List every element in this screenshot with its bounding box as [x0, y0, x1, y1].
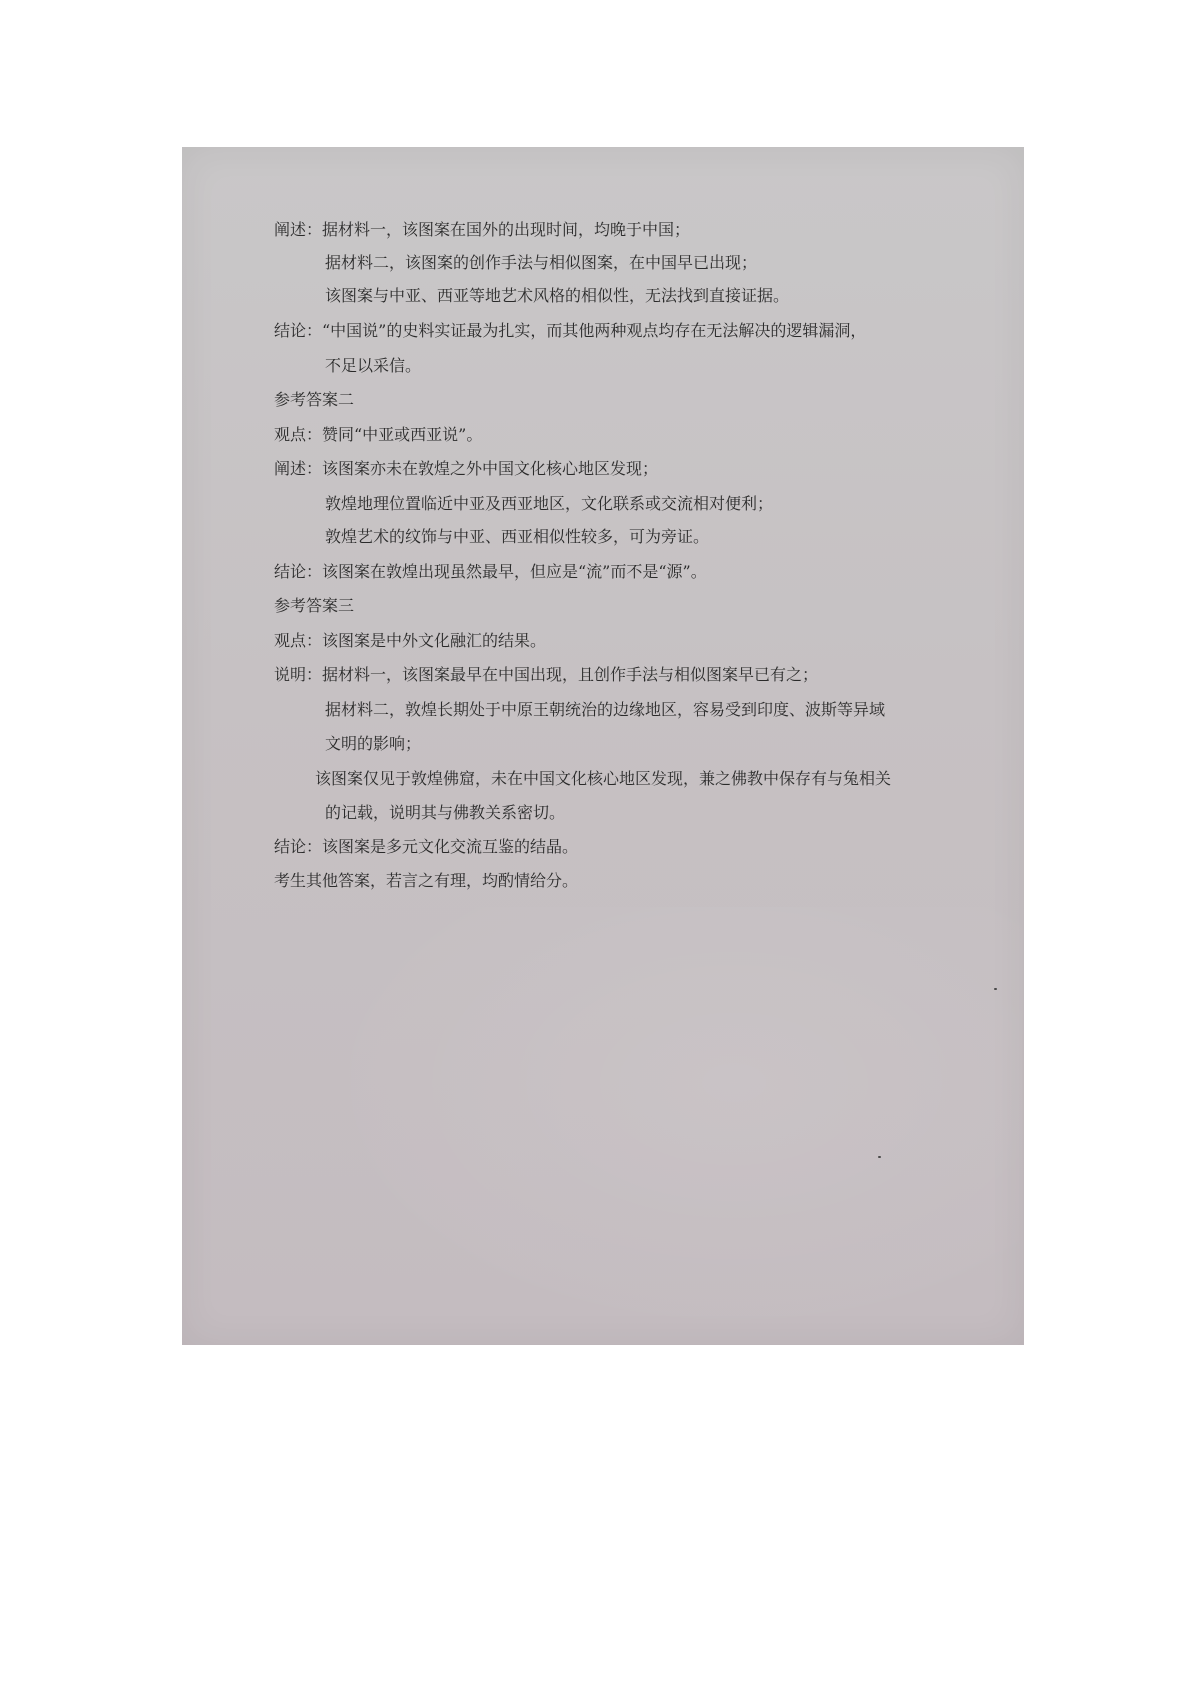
text-line: 敦煌艺术的纹饰与中亚、西亚相似性较多，可为旁证。 — [325, 527, 710, 546]
text-line: 文明的影响； — [325, 734, 422, 753]
text-line: 该图案仅见于敦煌佛窟，未在中国文化核心地区发现，兼之佛教中保存有与兔相关 — [315, 769, 892, 788]
text-line: 阐述：该图案亦未在敦煌之外中国文化核心地区发现； — [274, 459, 659, 478]
text-line: 敦煌地理位置临近中亚及西亚地区，文化联系或交流相对便利； — [325, 494, 774, 513]
text-line: 的记载，说明其与佛教关系密切。 — [325, 803, 566, 822]
dust-speck — [878, 1156, 881, 1158]
text-line: 据材料二，敦煌长期处于中原王朝统治的边缘地区，容易受到印度、波斯等异域 — [325, 700, 886, 719]
text-line: 观点：该图案是中外文化融汇的结果。 — [274, 631, 547, 650]
dust-speck — [994, 988, 997, 990]
text-line: 阐述：据材料一，该图案在国外的出现时间，均晚于中国； — [274, 220, 691, 239]
text-line: 该图案与中亚、西亚等地艺术风格的相似性，无法找到直接证据。 — [325, 286, 790, 305]
section-heading: 参考答案二 — [274, 390, 355, 409]
text-line: 结论：该图案是多元文化交流互鉴的结晶。 — [274, 837, 579, 856]
text-line: 不足以采信。 — [325, 356, 422, 375]
scanned-page-photo — [182, 147, 1024, 1345]
paper-shading — [302, 907, 1022, 1345]
text-line: 据材料二，该图案的创作手法与相似图案，在中国早已出现； — [325, 253, 758, 272]
text-line: 说明：据材料一，该图案最早在中国出现，且创作手法与相似图案早已有之； — [274, 665, 819, 684]
section-heading: 参考答案三 — [274, 596, 355, 615]
text-line: 观点：赞同“中亚或西亚说”。 — [274, 425, 483, 444]
text-line: 结论：该图案在敦煌出现虽然最早，但应是“流”而不是“源”。 — [274, 562, 707, 581]
text-line: 结论：“中国说”的史料实证最为扎实，而其他两种观点均存在无法解决的逻辑漏洞， — [274, 321, 867, 340]
text-line: 考生其他答案，若言之有理，均酌情给分。 — [274, 871, 579, 890]
